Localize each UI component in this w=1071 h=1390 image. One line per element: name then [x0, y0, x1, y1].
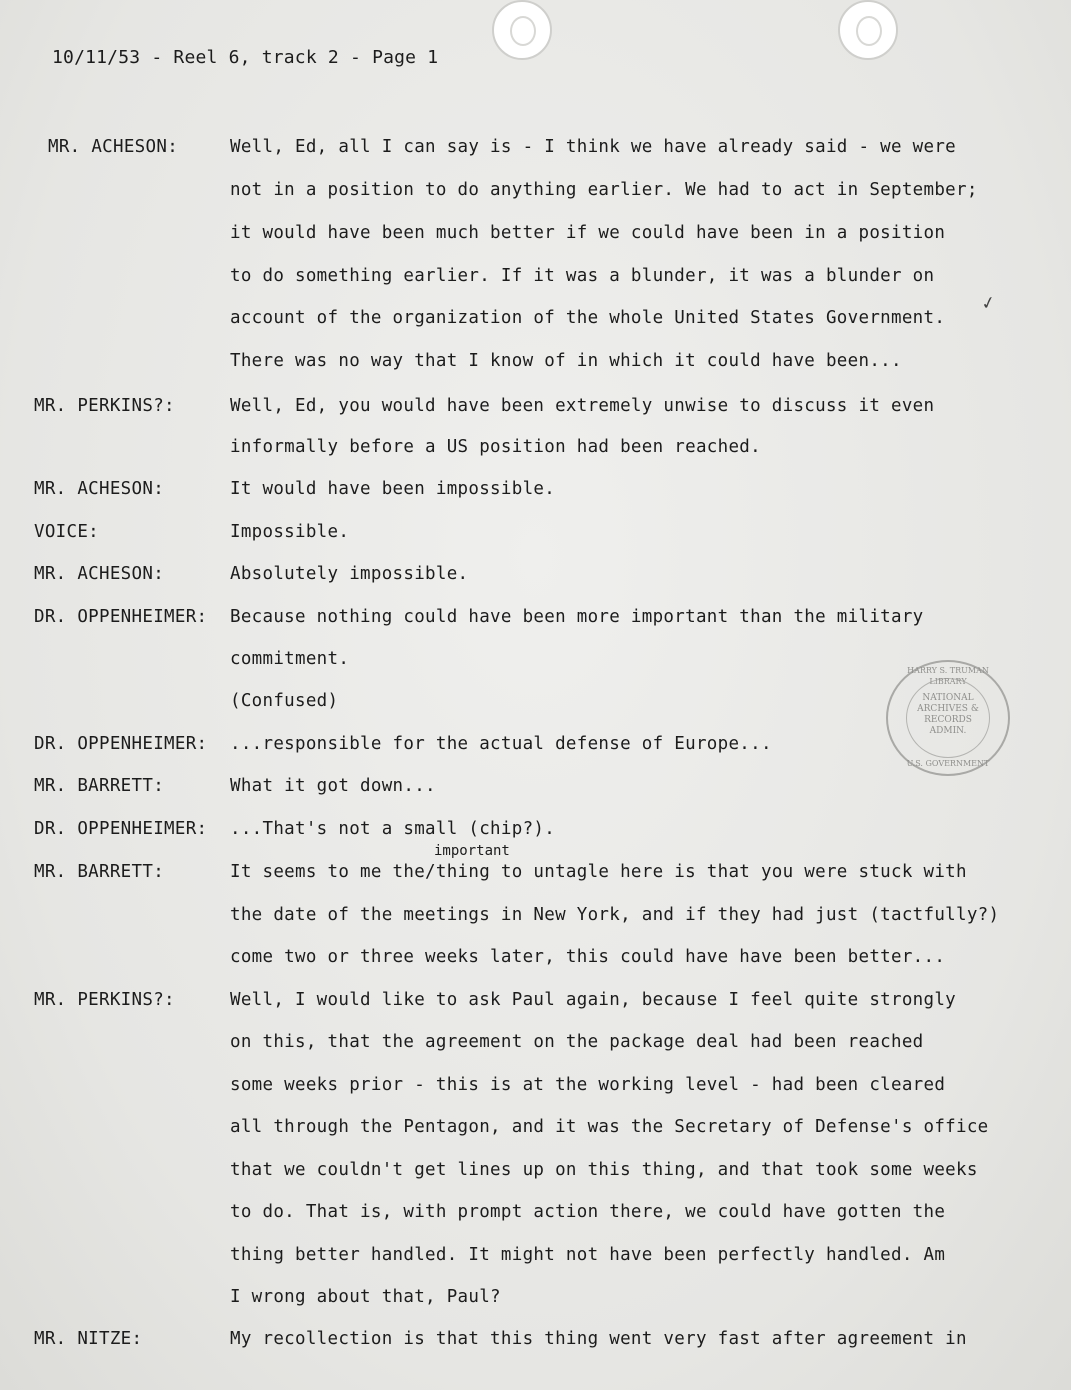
stamp-line: ADMIN.	[929, 726, 967, 736]
stamp-line: RECORDS	[924, 715, 972, 725]
transcript-line: Well, I would like to ask Paul again, because I feel quite strongly	[230, 990, 957, 1010]
transcript-line: some weeks prior - this is at the working level - had been cleared	[230, 1075, 946, 1095]
transcript-line: ...responsible for the actual defense of Europe...	[230, 734, 772, 754]
transcript-line: all through the Pentagon, and it was the Secretary of Defense's office	[230, 1117, 989, 1137]
transcript-line: Because nothing could have been more important than the military	[230, 607, 924, 627]
transcript-line: not in a position to do anything earlier. We had to act in September;	[230, 180, 978, 200]
speaker-label: MR. NITZE:	[34, 1329, 143, 1349]
transcript-line: Well, Ed, all I can say is - I think we have already said - we were	[230, 137, 957, 157]
transcript-line: There was no way that I know of in which it could have been...	[230, 351, 902, 371]
speaker-label: VOICE:	[34, 522, 100, 542]
transcript-line: It seems to me the/thing to untagle here is that you were stuck with	[230, 862, 967, 882]
transcript-line: (Confused)	[230, 691, 339, 711]
transcript-line: the date of the meetings in New York, and if they had just (tactfully?)	[230, 905, 1000, 925]
punch-hole-left	[492, 0, 552, 60]
speaker-label: MR. BARRETT:	[34, 862, 165, 882]
library-stamp	[886, 660, 1010, 776]
transcript-line: I wrong about that, Paul?	[230, 1287, 501, 1307]
transcript-line: Impossible.	[230, 522, 350, 542]
transcript-line: thing better handled. It might not have been perfectly handled. Am	[230, 1245, 946, 1265]
speaker-label: MR. PERKINS?:	[34, 396, 175, 416]
transcript-line: Well, Ed, you would have been extremely unwise to discuss it even	[230, 396, 935, 416]
transcript-line: Absolutely impossible.	[230, 564, 469, 584]
page-header: 10/11/53 - Reel 6, track 2 - Page 1	[52, 47, 439, 68]
speaker-label: DR. OPPENHEIMER:	[34, 734, 208, 754]
checkmark-icon: ✓	[979, 289, 997, 315]
transcript-line: ...That's not a small (chip?).	[230, 819, 556, 839]
transcript-line: account of the organization of the whole United States Government.	[230, 308, 946, 328]
stamp-arc-top: HARRY S. TRUMAN LIBRARY	[907, 666, 989, 686]
transcript-line: to do something earlier. If it was a blunder, it was a blunder on	[230, 266, 935, 286]
speaker-label: MR. PERKINS?:	[34, 990, 175, 1010]
speaker-label: MR. BARRETT:	[34, 776, 165, 796]
speaker-label: DR. OPPENHEIMER:	[34, 819, 208, 839]
transcript-line: that we couldn't get lines up on this thing, and that took some weeks	[230, 1160, 978, 1180]
transcript-line: it would have been much better if we could have been in a position	[230, 223, 946, 243]
speaker-label: MR. ACHESON:	[34, 479, 165, 499]
stamp-line: NATIONAL	[922, 693, 974, 703]
stamp-line: ARCHIVES &	[917, 704, 979, 714]
speaker-label: MR. ACHESON:	[34, 564, 165, 584]
transcript-line: to do. That is, with prompt action there, we could have gotten the	[230, 1202, 946, 1222]
transcript-line: It would have been impossible.	[230, 479, 556, 499]
transcript-line: My recollection is that this thing went very fast after agreement in	[230, 1329, 967, 1349]
transcript-line: commitment.	[230, 649, 350, 669]
stamp-arc-bottom: U.S. GOVERNMENT	[906, 759, 990, 768]
transcript-line: informally before a US position had been reached.	[230, 437, 761, 457]
punch-hole-right	[838, 0, 898, 60]
speaker-label: DR. OPPENHEIMER:	[34, 607, 208, 627]
transcript-line: come two or three weeks later, this could have have been better...	[230, 947, 946, 967]
transcript-line: What it got down...	[230, 776, 436, 796]
speaker-label: MR. ACHESON:	[48, 137, 179, 157]
transcript-line: on this, that the agreement on the package deal had been reached	[230, 1032, 924, 1052]
handwritten-insert: important	[434, 843, 510, 859]
